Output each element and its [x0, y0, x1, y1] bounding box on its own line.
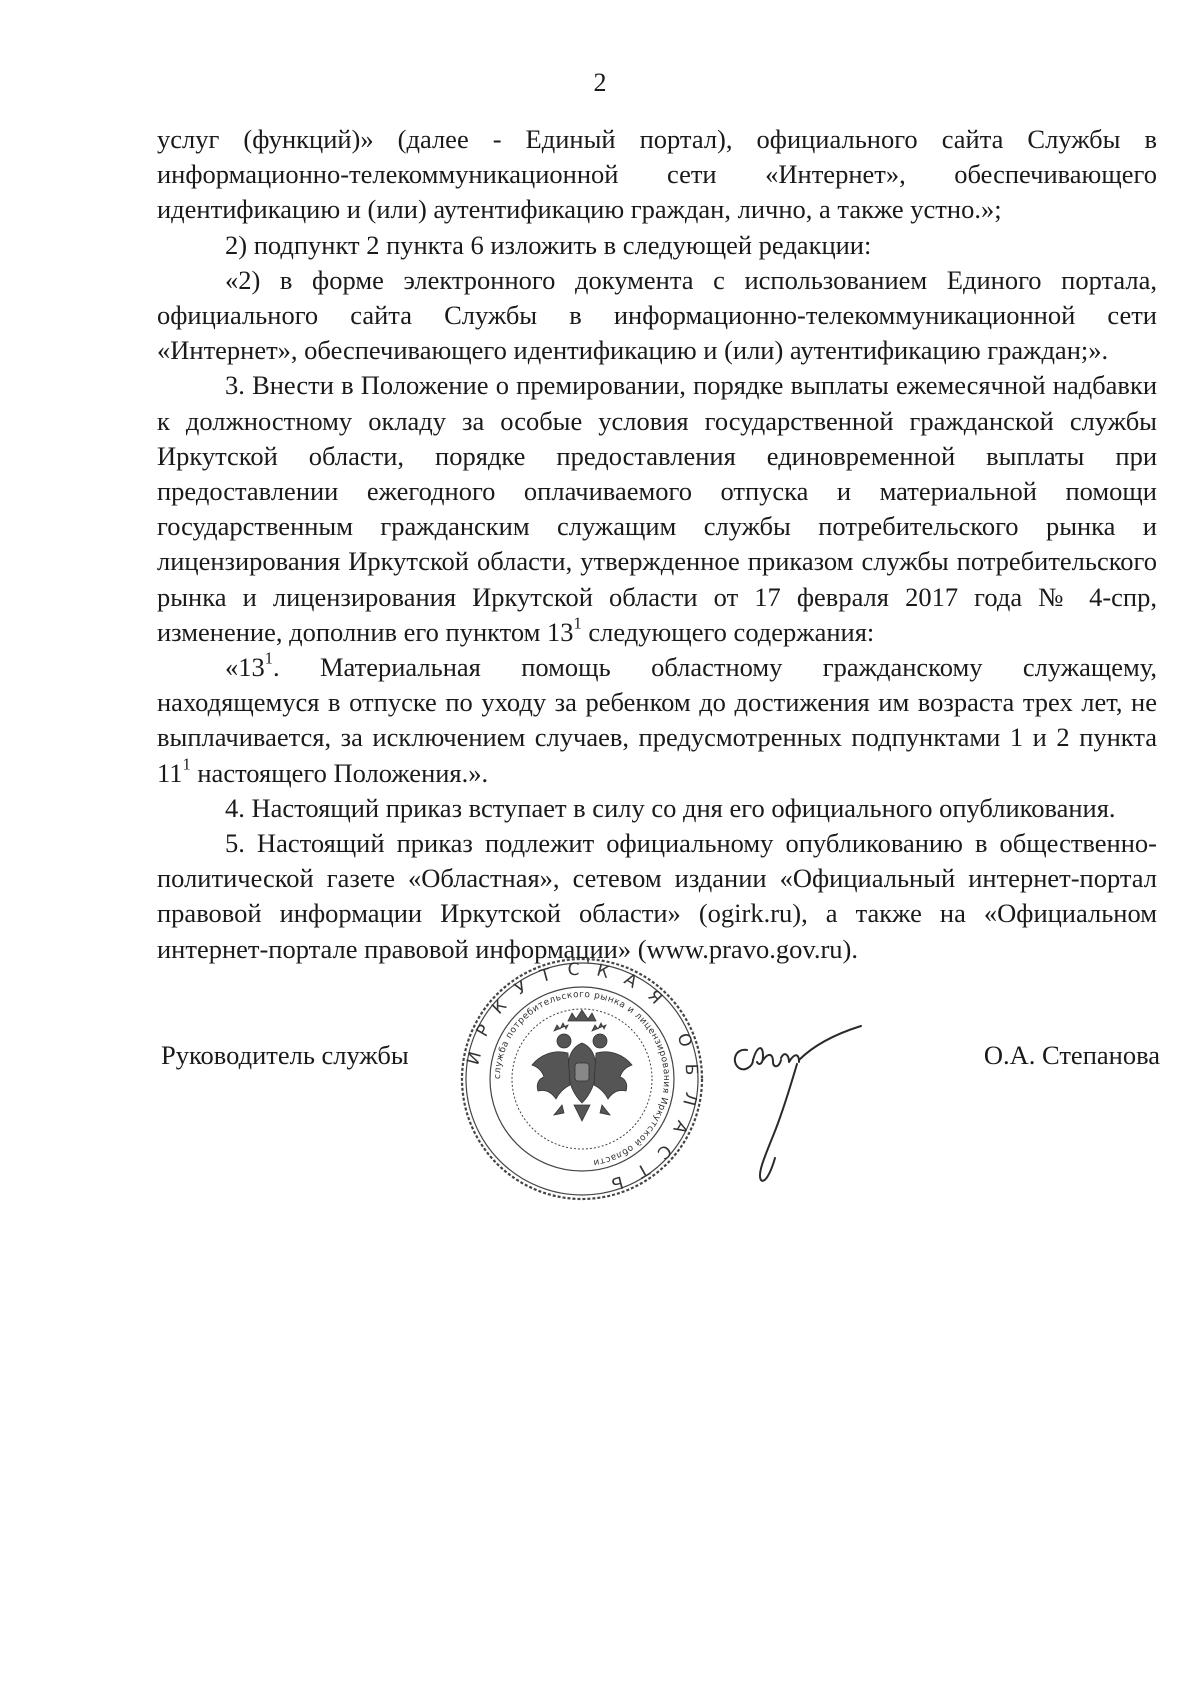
paragraph-text: 2) подпункт 2 пункта 6 изложить в следующей редакции:: [225, 229, 872, 260]
paragraph-text: настоящего Положения.».: [190, 757, 489, 788]
paragraph-text: 5. Настоящий приказ подлежит официальному опубликованию в общественно-политической газете «Областная», сетевом издании «Официальный интернет-портал правовой информации Иркутской области» (ogirk.ru), а также на «Официальном интернет-портале правовой информации» (www.pravo.gov.ru).: [157, 828, 1157, 964]
paragraph-item-3: [157, 368, 1157, 650]
paragraph-text: услуг (функций)» (далее - Единый портал), официального сайта Службы в информационно-телекоммуникационной сети «Интернет», обеспечивающего идентификацию и (или) аутентификацию граждан, лично, а также устно.»;: [157, 124, 1157, 225]
paragraph-item-5: [157, 826, 1157, 967]
paragraph-text: . Материальная помощь областному гражданскому служащему, находящемуся в отпуске по уходу за ребенком до достижения им возраста трех лет, не выплачивается, за исключением случаев, предусмотренных подпунктами 1 и 2 пункта 11: [157, 652, 1157, 788]
signatory-name: О.А. Степанова: [983, 1040, 1160, 1070]
paragraph-item-4: [157, 791, 1157, 826]
paragraph-text: 3. Внести в Положение о премировании, порядке выплаты ежемесячной надбавки к должностному окладу за особые условия государственной гражданской службы Иркутской области, порядке предоставления единовременной выплаты при предоставлении ежегодного оплачиваемого отпуска и материальной помощи государственным гражданским служащим службы потребительского рынка и лицензирования Иркутской области, утвержденное приказом службы потребительского рынка и лицензирования Иркутской области от 17 февраля 2017 года № 4-спр, изменение, дополнив его пунктом 13: [157, 370, 1157, 647]
coat-of-arms-icon: [532, 1010, 632, 1121]
seal-inner-text: служба потребительского рынка и лицензирования Иркутской области: [492, 989, 672, 1168]
document-body: [157, 122, 1157, 967]
paragraph-continuation: [157, 122, 1157, 228]
paragraph-text: «2) в форме электронного документа с использованием Единого портала, официального сайта Службы в информационно-телекоммуникационной сети «Интернет», обеспечивающего идентификацию и (или) аутентификацию граждан;».: [157, 264, 1157, 366]
signatory-position: Руководитель службы: [161, 1040, 409, 1070]
seal-outer-text: ИРКУТСКАЯ ОБЛАСТЬ: [463, 959, 702, 1198]
superscript: 1: [264, 648, 273, 668]
page-number: 2: [593, 68, 607, 97]
paragraph-text: «13: [225, 652, 265, 683]
paragraph-text: 4. Настоящий приказ вступает в силу со дня его официального опубликования.: [225, 792, 1116, 823]
handwritten-signature: [725, 1020, 875, 1195]
superscript: 1: [573, 613, 582, 633]
paragraph-subpoint-2: [157, 228, 1157, 263]
official-seal: [458, 955, 706, 1203]
paragraph-quote-13-1: [157, 650, 1157, 791]
superscript: 1: [182, 754, 191, 774]
paragraph-quote-2: [157, 263, 1157, 369]
paragraph-text: следующего содержания:: [581, 616, 875, 647]
